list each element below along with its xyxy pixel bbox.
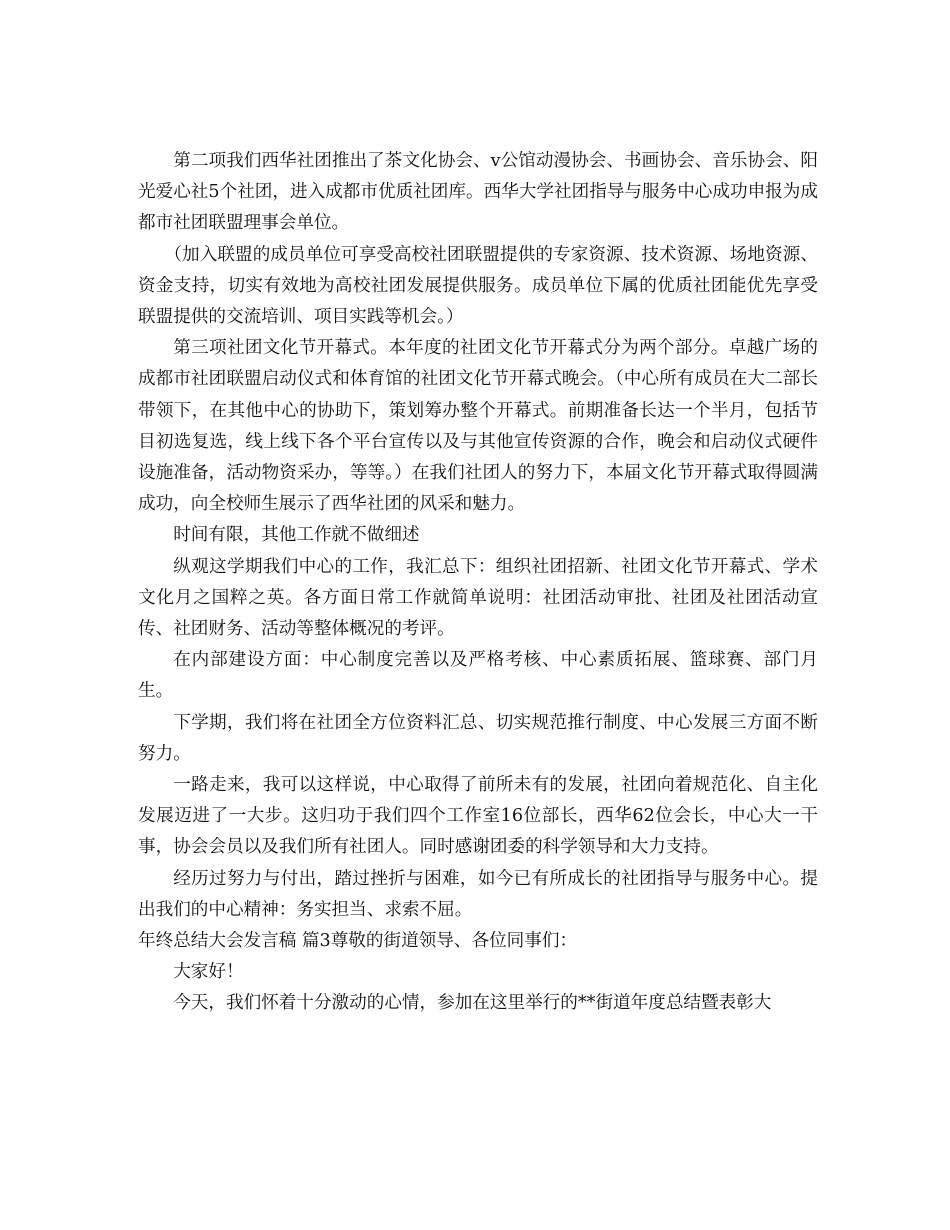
paragraph-greeting: 大家好！ [173,962,244,983]
paragraph-club-list: 第二项我们西华社团推出了茶文化协会、v公馆动漫协会、书画协会、音乐协会、阳光爱心社5个社团，进入成都市优质社团库。西华大学社团指导与服务中心成功申报为成都市社团联盟理事会单位。 [138,151,818,234]
document-page [138,146,818,1020]
paragraph-opening-ceremony: 第三项社团文化节开幕式。本年度的社团文化节开幕式分为两个部分。卓越广场的成都市社团联盟启动仪式和体育馆的社团文化节开幕式晚会。（中心所有成员在大二部长带领下，在其他中心的协助下，策划筹办整个开幕式。前期准备长达一个半月，包括节目初选复选，线上线下各个平台宣传以及与其他宣传资源的合作，晚会和启动仪式硬件设施准备，活动物资采办，等等。）在我们社团人的努力下，本届文化节开幕式取得圆满成功，向全校师生展示了西华社团的风采和魅力。 [138,338,818,515]
paragraph-today: 今天，我们怀着十分激动的心情，参加在这里举行的**街道年度总结暨表彰大 [173,993,772,1014]
paragraph-semester-summary: 纵观这学期我们中心的工作，我汇总下：组织社团招新、社团文化节开幕式、学术文化月之国粹之英。各方面日常工作就简单说明：社团活动审批、社团及社团活动宣传、社团财务、活动等整体概况的考评。 [138,556,818,640]
section-heading-speech-3: 年终总结大会发言稿 篇3尊敬的街道领导、各位同事们： [138,931,578,952]
paragraph-achievements: 一路走来，我可以这样说，中心取得了前所未有的发展，社团向着规范化、自主化发展迈进了一大步。这归功于我们四个工作室16位部长，西华62位会长，中心大一干事，协会会员以及我们所有社团人。同时感谢团委的科学领导和大力支持。 [138,775,818,858]
paragraph-internal-building: 在内部建设方面：中心制度完善以及严格考核、中心素质拓展、篮球赛、部门月生。 [138,650,818,702]
paragraph-next-semester: 下学期，我们将在社团全方位资料汇总、切实规范推行制度、中心发展三方面不断努力。 [138,712,818,764]
paragraph-center-spirit: 经历过努力与付出，踏过挫折与困难，如今已有所成长的社团指导与服务中心。提出我们的中心精神：务实担当、求索不屈。 [138,868,818,920]
paragraph-time-limited: 时间有限，其他工作就不做细述 [173,525,420,546]
paragraph-alliance-note: （加入联盟的成员单位可享受高校社团联盟提供的专家资源、技术资源、场地资源、资金支持，切实有效地为高校社团发展提供服务。成员单位下属的优质社团能优先享受联盟提供的交流培训、项目实践等机会。） [138,244,818,328]
